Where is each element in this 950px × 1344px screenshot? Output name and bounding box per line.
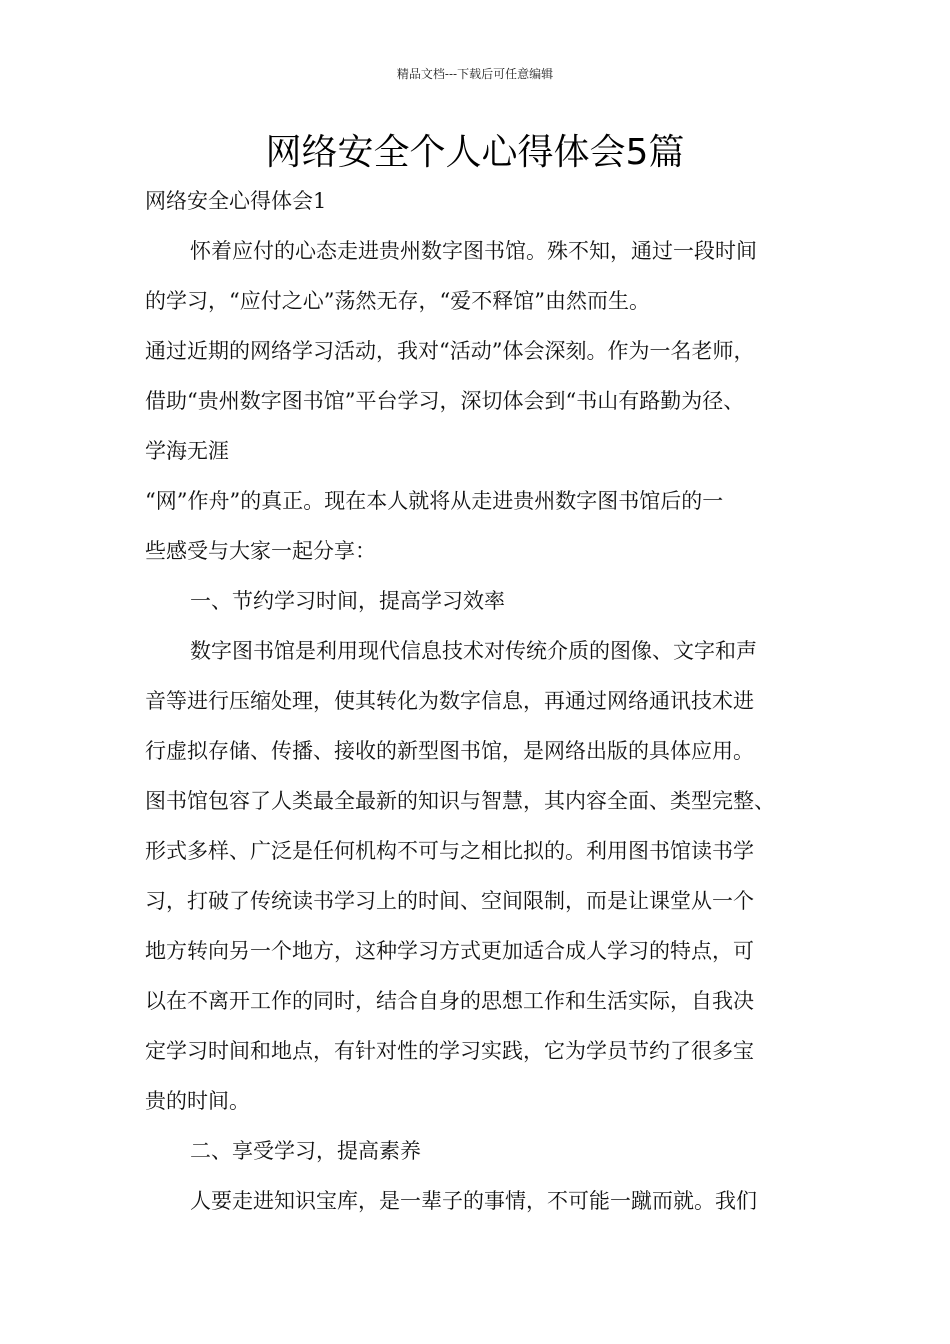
paragraph-line: 形式多样、广泛是任何机构不可与之相比拟的。利用图书馆读书学 [145, 839, 754, 863]
paragraph-line: 习，打破了传统读书学习上的时间、空间限制，而是让课堂从一个 [145, 889, 754, 913]
subsection-heading: 一、节约学习时间，提高学习效率 [190, 589, 505, 613]
paragraph-line: 通过近期的网络学习活动，我对“活动”体会深刻。作为一名老师， [145, 339, 755, 363]
paragraph-line: 的学习，“应付之心”荡然无存，“爱不释馆”由然而生。 [145, 289, 650, 313]
paragraph-line: “网”作舟”的真正。现在本人就将从走进贵州数字图书馆后的一 [145, 489, 724, 513]
paragraph-line: 行虚拟存储、传播、接收的新型图书馆，是网络出版的具体应用。 [145, 739, 754, 763]
document-title: 网络安全个人心得体会5篇 [265, 132, 685, 173]
paragraph-line: 怀着应付的心态走进贵州数字图书馆。殊不知，通过一段时间 [190, 239, 757, 263]
paragraph-line: 些感受与大家一起分享： [145, 539, 376, 563]
paragraph-line: 贵的时间。 [145, 1089, 250, 1113]
paragraph-line: 学海无涯 [145, 439, 229, 463]
paragraph-line: 人要走进知识宝库，是一辈子的事情，不可能一蹴而就。我们 [190, 1189, 757, 1213]
paragraph-line: 数字图书馆是利用现代信息技术对传统介质的图像、文字和声 [190, 639, 757, 663]
paragraph-line: 地方转向另一个地方，这种学习方式更加适合成人学习的特点，可 [145, 939, 754, 963]
paragraph-line: 以在不离开工作的同时，结合自身的思想工作和生活实际，自我决 [145, 989, 754, 1013]
paragraph-line: 定学习时间和地点，有针对性的学习实践，它为学员节约了很多宝 [145, 1039, 754, 1063]
subsection-heading: 二、享受学习，提高素养 [190, 1139, 421, 1163]
paragraph-line: 音等进行压缩处理，使其转化为数字信息，再通过网络通讯技术进 [145, 689, 754, 713]
paragraph-line: 借助“贵州数字图书馆”平台学习，深切体会到“书山有路勤为径、 [145, 389, 745, 413]
section-title: 网络安全心得体会1 [145, 189, 327, 213]
header-note: 精品文档---下载后可任意编辑 [396, 67, 554, 81]
paragraph-line: 图书馆包容了人类最全最新的知识与智慧，其内容全面、类型完整、 [145, 789, 775, 813]
